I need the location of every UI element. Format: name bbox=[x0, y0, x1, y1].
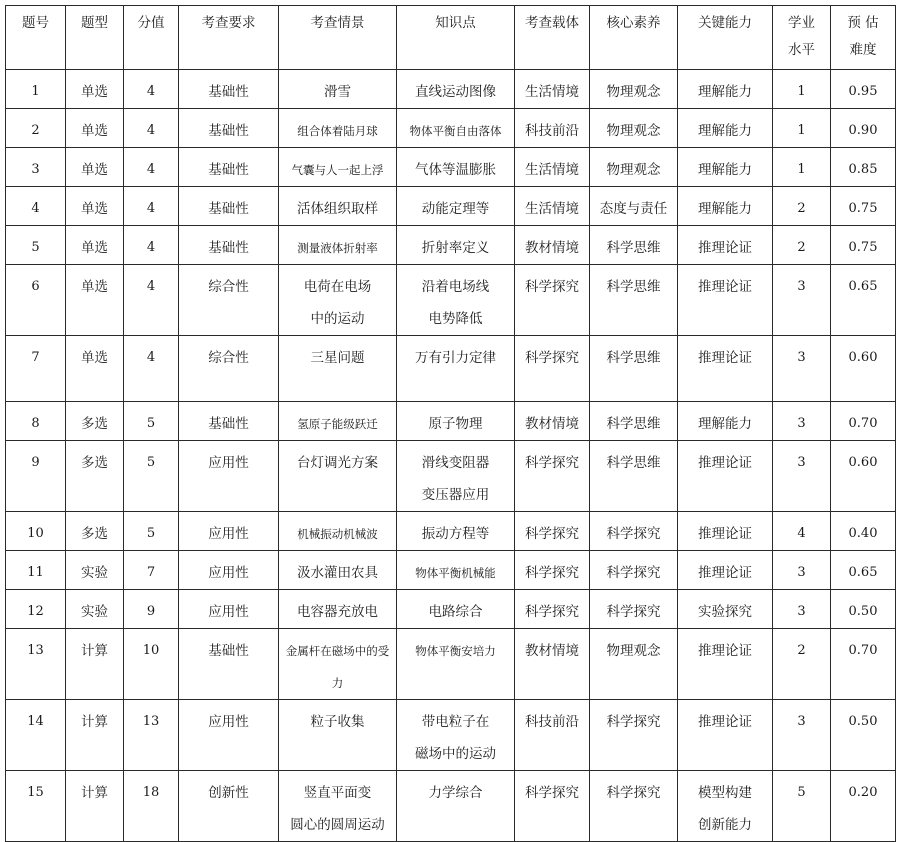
cell-carrier: 科学探究 bbox=[515, 336, 590, 402]
header-cell-type: 题型 bbox=[66, 6, 124, 70]
cell-line: 预 估 bbox=[847, 15, 879, 31]
cell-line: 中的运动 bbox=[310, 311, 365, 327]
cell-no: 3 bbox=[6, 148, 66, 187]
cell-scene: 机械振动机械波 bbox=[279, 512, 397, 551]
cell-literacy: 科学思维 bbox=[590, 441, 678, 512]
table-row bbox=[6, 700, 896, 771]
cell-carrier: 科技前沿 bbox=[515, 700, 590, 771]
cell-literacy: 科学思维 bbox=[590, 402, 678, 441]
cell-ability: 推理论证 bbox=[678, 441, 773, 512]
cell-no: 7 bbox=[6, 336, 66, 402]
cell-level: 2 bbox=[773, 187, 831, 226]
cell-difficulty: 0.65 bbox=[831, 551, 896, 590]
cell-req: 综合性 bbox=[179, 265, 279, 336]
cell-line: 模型构建 bbox=[698, 785, 752, 801]
cell-level: 3 bbox=[773, 441, 831, 512]
cell-literacy: 科学思维 bbox=[590, 226, 678, 265]
cell-score: 4 bbox=[124, 265, 179, 336]
cell-carrier: 教材情境 bbox=[515, 226, 590, 265]
cell-literacy: 科学思维 bbox=[590, 336, 678, 402]
cell-score: 9 bbox=[124, 590, 179, 629]
cell-no: 11 bbox=[6, 551, 66, 590]
cell-literacy: 科学探究 bbox=[590, 771, 678, 842]
cell-literacy: 物理观念 bbox=[590, 629, 678, 700]
cell-line: 变压器应用 bbox=[421, 487, 490, 503]
cell-carrier: 教材情境 bbox=[515, 629, 590, 700]
cell-score: 4 bbox=[124, 187, 179, 226]
cell-knowledge: 原子物理 bbox=[397, 402, 515, 441]
cell-difficulty: 0.70 bbox=[831, 402, 896, 441]
cell-score: 7 bbox=[124, 551, 179, 590]
cell-ability: 理解能力 bbox=[678, 70, 773, 109]
cell-level: 3 bbox=[773, 265, 831, 336]
cell-carrier: 生活情境 bbox=[515, 187, 590, 226]
cell-no: 12 bbox=[6, 590, 66, 629]
cell-ability: 理解能力 bbox=[678, 148, 773, 187]
cell-literacy: 科学探究 bbox=[590, 551, 678, 590]
table-row bbox=[6, 590, 896, 629]
cell-difficulty: 0.95 bbox=[831, 70, 896, 109]
cell-ability: 推理论证 bbox=[678, 700, 773, 771]
cell-req: 应用性 bbox=[179, 551, 279, 590]
cell-knowledge: 气体等温膨胀 bbox=[397, 148, 515, 187]
table-row bbox=[6, 771, 896, 842]
cell-scene bbox=[279, 771, 397, 842]
cell-type: 单选 bbox=[66, 187, 124, 226]
cell-literacy: 科学探究 bbox=[590, 700, 678, 771]
cell-scene: 粒子收集 bbox=[279, 700, 397, 771]
cell-difficulty: 0.60 bbox=[831, 336, 896, 402]
header-cell-scene: 考查情景 bbox=[279, 6, 397, 70]
cell-type: 实验 bbox=[66, 551, 124, 590]
cell-literacy: 科学探究 bbox=[590, 590, 678, 629]
table-row bbox=[6, 265, 896, 336]
cell-difficulty: 0.85 bbox=[831, 148, 896, 187]
header-cell-level bbox=[773, 6, 831, 70]
cell-knowledge: 电路综合 bbox=[397, 590, 515, 629]
cell-level: 1 bbox=[773, 148, 831, 187]
cell-no: 2 bbox=[6, 109, 66, 148]
cell-literacy: 态度与责任 bbox=[590, 187, 678, 226]
cell-type: 单选 bbox=[66, 70, 124, 109]
cell-carrier: 生活情境 bbox=[515, 148, 590, 187]
header-cell-ability: 关键能力 bbox=[678, 6, 773, 70]
cell-score: 5 bbox=[124, 512, 179, 551]
cell-ability bbox=[678, 771, 773, 842]
header-cell-carrier: 考查载体 bbox=[515, 6, 590, 70]
header-cell-literacy: 核心素养 bbox=[590, 6, 678, 70]
cell-difficulty: 0.40 bbox=[831, 512, 896, 551]
table-body bbox=[6, 70, 896, 842]
cell-type: 多选 bbox=[66, 512, 124, 551]
cell-type: 单选 bbox=[66, 109, 124, 148]
cell-level: 3 bbox=[773, 402, 831, 441]
cell-level: 1 bbox=[773, 109, 831, 148]
table-row bbox=[6, 441, 896, 512]
header-row bbox=[6, 6, 896, 70]
header-cell-knowledge: 知识点 bbox=[397, 6, 515, 70]
cell-score: 10 bbox=[124, 629, 179, 700]
cell-scene: 汲水灌田农具 bbox=[279, 551, 397, 590]
header-cell-score: 分值 bbox=[124, 6, 179, 70]
cell-carrier: 科学探究 bbox=[515, 590, 590, 629]
table-row bbox=[6, 187, 896, 226]
cell-carrier: 科学探究 bbox=[515, 551, 590, 590]
cell-difficulty: 0.50 bbox=[831, 700, 896, 771]
table-row bbox=[6, 109, 896, 148]
cell-difficulty: 0.65 bbox=[831, 265, 896, 336]
cell-line: 带电粒子在 bbox=[421, 714, 490, 730]
cell-scene: 台灯调光方案 bbox=[279, 441, 397, 512]
cell-carrier: 科学探究 bbox=[515, 265, 590, 336]
cell-scene: 滑雪 bbox=[279, 70, 397, 109]
cell-score: 5 bbox=[124, 402, 179, 441]
cell-ability: 推理论证 bbox=[678, 226, 773, 265]
cell-type: 多选 bbox=[66, 402, 124, 441]
cell-difficulty: 0.90 bbox=[831, 109, 896, 148]
cell-ability: 推理论证 bbox=[678, 512, 773, 551]
cell-score: 4 bbox=[124, 109, 179, 148]
cell-no: 9 bbox=[6, 441, 66, 512]
cell-type: 计算 bbox=[66, 629, 124, 700]
cell-scene: 气囊与人一起上浮 bbox=[279, 148, 397, 187]
cell-no: 13 bbox=[6, 629, 66, 700]
cell-line: 创新能力 bbox=[698, 817, 752, 833]
cell-ability: 推理论证 bbox=[678, 629, 773, 700]
cell-difficulty: 0.60 bbox=[831, 441, 896, 512]
table-row bbox=[6, 148, 896, 187]
cell-carrier: 科技前沿 bbox=[515, 109, 590, 148]
cell-line: 电势降低 bbox=[428, 311, 483, 327]
cell-ability: 理解能力 bbox=[678, 109, 773, 148]
cell-level: 3 bbox=[773, 700, 831, 771]
cell-line: 水平 bbox=[788, 42, 815, 58]
cell-score: 18 bbox=[124, 771, 179, 842]
cell-level: 3 bbox=[773, 590, 831, 629]
cell-no: 5 bbox=[6, 226, 66, 265]
cell-type: 单选 bbox=[66, 336, 124, 402]
cell-carrier: 教材情境 bbox=[515, 402, 590, 441]
cell-scene: 三星问题 bbox=[279, 336, 397, 402]
cell-scene: 组合体着陆月球 bbox=[279, 109, 397, 148]
cell-carrier: 科学探究 bbox=[515, 512, 590, 551]
cell-no: 6 bbox=[6, 265, 66, 336]
cell-level: 4 bbox=[773, 512, 831, 551]
cell-knowledge: 直线运动图像 bbox=[397, 70, 515, 109]
cell-scene: 金属杆在磁场中的受力 bbox=[279, 629, 397, 700]
cell-scene: 活体组织取样 bbox=[279, 187, 397, 226]
cell-knowledge: 万有引力定律 bbox=[397, 336, 515, 402]
cell-req: 应用性 bbox=[179, 512, 279, 551]
cell-line: 沿着电场线 bbox=[421, 279, 490, 295]
cell-type: 单选 bbox=[66, 226, 124, 265]
cell-carrier: 科学探究 bbox=[515, 441, 590, 512]
cell-ability: 理解能力 bbox=[678, 402, 773, 441]
cell-req: 创新性 bbox=[179, 771, 279, 842]
cell-literacy: 物理观念 bbox=[590, 148, 678, 187]
cell-req: 基础性 bbox=[179, 109, 279, 148]
cell-literacy: 物理观念 bbox=[590, 109, 678, 148]
cell-knowledge bbox=[397, 700, 515, 771]
cell-scene: 测量液体折射率 bbox=[279, 226, 397, 265]
cell-knowledge: 振动方程等 bbox=[397, 512, 515, 551]
cell-carrier: 科学探究 bbox=[515, 771, 590, 842]
cell-no: 8 bbox=[6, 402, 66, 441]
cell-no: 10 bbox=[6, 512, 66, 551]
cell-req: 基础性 bbox=[179, 402, 279, 441]
cell-knowledge: 折射率定义 bbox=[397, 226, 515, 265]
cell-knowledge: 力学综合 bbox=[397, 771, 515, 842]
cell-req: 应用性 bbox=[179, 441, 279, 512]
cell-ability: 理解能力 bbox=[678, 187, 773, 226]
cell-no: 1 bbox=[6, 70, 66, 109]
cell-scene: 氢原子能级跃迁 bbox=[279, 402, 397, 441]
table-row bbox=[6, 336, 896, 402]
cell-difficulty: 0.75 bbox=[831, 187, 896, 226]
cell-difficulty: 0.20 bbox=[831, 771, 896, 842]
cell-literacy: 科学探究 bbox=[590, 512, 678, 551]
table-row bbox=[6, 551, 896, 590]
cell-level: 5 bbox=[773, 771, 831, 842]
cell-ability: 推理论证 bbox=[678, 265, 773, 336]
cell-req: 综合性 bbox=[179, 336, 279, 402]
cell-carrier: 生活情境 bbox=[515, 70, 590, 109]
cell-line: 磁场中的运动 bbox=[415, 746, 496, 762]
cell-difficulty: 0.75 bbox=[831, 226, 896, 265]
table-row bbox=[6, 629, 896, 700]
cell-literacy: 科学思维 bbox=[590, 265, 678, 336]
cell-knowledge: 动能定理等 bbox=[397, 187, 515, 226]
table-row bbox=[6, 226, 896, 265]
cell-level: 3 bbox=[773, 551, 831, 590]
cell-knowledge: 物体平衡机械能 bbox=[397, 551, 515, 590]
cell-req: 基础性 bbox=[179, 226, 279, 265]
cell-level: 2 bbox=[773, 226, 831, 265]
cell-line: 圆心的圆周运动 bbox=[290, 817, 385, 833]
cell-line: 电荷在电场 bbox=[303, 279, 372, 295]
exam-analysis-table bbox=[5, 5, 896, 842]
table-row bbox=[6, 70, 896, 109]
cell-req: 基础性 bbox=[179, 187, 279, 226]
cell-difficulty: 0.50 bbox=[831, 590, 896, 629]
cell-difficulty: 0.70 bbox=[831, 629, 896, 700]
cell-score: 13 bbox=[124, 700, 179, 771]
cell-req: 基础性 bbox=[179, 70, 279, 109]
cell-no: 15 bbox=[6, 771, 66, 842]
cell-scene: 电容器充放电 bbox=[279, 590, 397, 629]
cell-line: 难度 bbox=[849, 42, 877, 58]
cell-knowledge: 物体平衡安培力 bbox=[397, 629, 515, 700]
cell-ability: 实验探究 bbox=[678, 590, 773, 629]
cell-type: 计算 bbox=[66, 771, 124, 842]
cell-type: 单选 bbox=[66, 265, 124, 336]
cell-req: 基础性 bbox=[179, 148, 279, 187]
cell-score: 5 bbox=[124, 441, 179, 512]
cell-knowledge: 物体平衡自由落体 bbox=[397, 109, 515, 148]
cell-knowledge bbox=[397, 441, 515, 512]
cell-no: 4 bbox=[6, 187, 66, 226]
cell-req: 基础性 bbox=[179, 629, 279, 700]
table-row bbox=[6, 402, 896, 441]
cell-line: 竖直平面变 bbox=[303, 785, 372, 801]
header-cell-difficulty bbox=[831, 6, 896, 70]
table-row bbox=[6, 512, 896, 551]
cell-ability: 推理论证 bbox=[678, 551, 773, 590]
cell-line: 学业 bbox=[788, 15, 815, 31]
cell-ability: 推理论证 bbox=[678, 336, 773, 402]
cell-line: 滑线变阻器 bbox=[421, 455, 490, 471]
cell-type: 多选 bbox=[66, 441, 124, 512]
cell-type: 计算 bbox=[66, 700, 124, 771]
cell-type: 实验 bbox=[66, 590, 124, 629]
cell-level: 1 bbox=[773, 70, 831, 109]
cell-req: 应用性 bbox=[179, 590, 279, 629]
cell-literacy: 物理观念 bbox=[590, 70, 678, 109]
cell-scene bbox=[279, 265, 397, 336]
cell-knowledge bbox=[397, 265, 515, 336]
header-cell-no: 题号 bbox=[6, 6, 66, 70]
cell-level: 3 bbox=[773, 336, 831, 402]
cell-score: 4 bbox=[124, 148, 179, 187]
cell-req: 应用性 bbox=[179, 700, 279, 771]
cell-score: 4 bbox=[124, 336, 179, 402]
cell-score: 4 bbox=[124, 226, 179, 265]
cell-level: 2 bbox=[773, 629, 831, 700]
cell-score: 4 bbox=[124, 70, 179, 109]
header-cell-req: 考查要求 bbox=[179, 6, 279, 70]
cell-no: 14 bbox=[6, 700, 66, 771]
cell-type: 单选 bbox=[66, 148, 124, 187]
